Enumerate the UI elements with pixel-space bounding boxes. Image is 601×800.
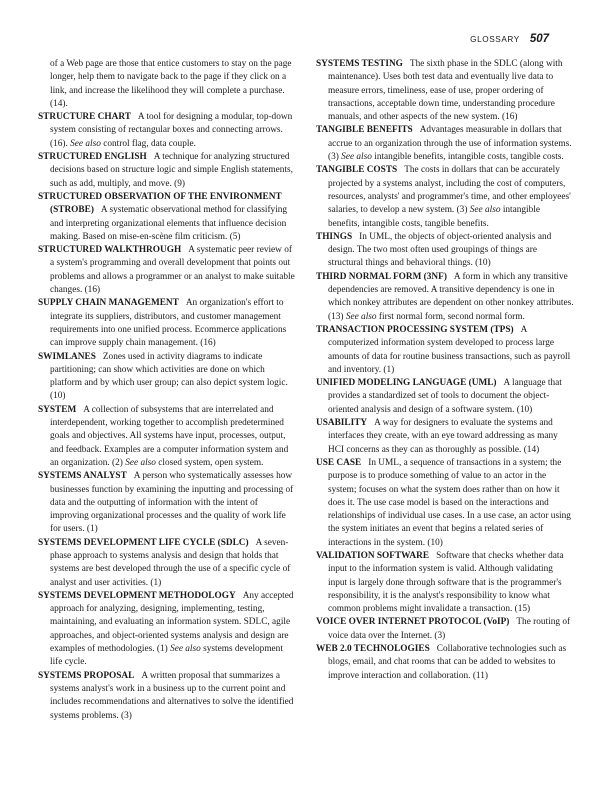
glossary-definition: An organization's effort to integrate its suppliers, distributors, and customer management requirements into one unified process. Ecommerce applications can improve supply chain management. (16) [50,298,287,349]
see-also-refs: control flag, data couple. [103,138,196,149]
glossary-term: TRANSACTION PROCESSING SYSTEM (TPS) [316,324,514,335]
glossary-term: STRUCTURED WALKTHROUGH [38,245,182,256]
glossary-term: SUPPLY CHAIN MANAGEMENT [38,298,179,309]
see-also-label: See also [125,457,156,468]
glossary-term: STRUCTURED OBSERVATION OF THE ENVIRONMENT (STROBE) [38,191,282,216]
glossary-entry [38,297,296,350]
glossary-term: SYSTEMS TESTING [316,59,403,69]
glossary-definition: A written proposal that summarizes a systems analyst's work in a business up to the current point and includes recommendations and alternatives to solve the identified systems problems. (3) [50,670,294,721]
glossary-definition: A language that provides a standardized set of tools to document the object-oriented analysis and design of a software system. (10) [328,378,562,415]
left-column [38,58,296,723]
glossary-entry [38,151,296,191]
glossary-definition: A way for designers to evaluate the systems and interfaces they create, with an eye toward addressing as many HCI concerns as they can as thoroughly as possible. (14) [328,418,558,455]
glossary-term: STRUCTURE CHART [38,112,131,123]
glossary-term: SYSTEMS PROPOSAL [38,670,135,681]
glossary-entry [316,550,574,616]
glossary-definition: A systematic peer review of a system's programming and overall development that points out problems and allows a programmer or an analyst to make suitable changes. (16) [50,245,295,296]
glossary-term: WEB 2.0 TECHNOLOGIES [316,644,430,655]
glossary-term: USE CASE [316,457,362,468]
glossary-term: UNIFIED MODELING LANGUAGE (UML) [316,378,497,389]
glossary-entry [38,244,296,297]
glossary-definition: A seven-phase approach to systems analysis and design that holds that systems are best developed through the use of a specific cycle of analyst and user activities. (1) [50,537,291,588]
glossary-entry [316,457,574,550]
glossary-term: VOICE OVER INTERNET PROTOCOL (VoIP) [316,617,510,628]
glossary-definition: In UML, the objects of object-oriented analysis and design. The two most often used groupings of things are structural things and behavioral things. (10) [328,231,552,269]
continuation-body: of a Web page are those that entice customers to stay on the page longer, help them to navigate back to the page if they click on a link, and increase the likelihood they will complete a purchase. (14). [50,59,292,109]
glossary-entry [38,670,296,723]
glossary-definition: A collection of subsystems that are interrelated and interdependent, working together to accomplish predetermined goals and objectives. All systems have input, processes, output, and feedback. Examples are a computer information system and an organization. (2) [50,404,289,468]
glossary-term: SYSTEMS DEVELOPMENT LIFE CYCLE (SDLC) [38,537,249,548]
glossary-entry [38,404,296,470]
glossary-definition: A computerized information system developed to process large amounts of data for routine business transactions, such as payroll and inventory. (1) [328,324,571,375]
glossary-term: SYSTEMS DEVELOPMENT METHODOLOGY [38,590,236,601]
glossary-definition: The sixth phase in the SDLC (along with maintenance). Uses both test data and eventually live data to measure errors, timeliness, ease of use, proper ordering of transactions, acceptable down time, understanding procedure manuals, and other aspects of the new system. (16) [328,59,563,123]
see-also-refs: intangible benefits, intangible costs, tangible costs. [374,152,564,163]
see-also-label: See also [341,152,372,163]
right-column [316,58,574,683]
glossary-entry [316,324,574,377]
glossary-term: SYSTEM [38,404,77,415]
glossary-definition: Advantages measurable in dollars that accrue to an organization through the use of information systems. (3) [328,125,572,163]
glossary-term: THIRD NORMAL FORM (3NF) [316,271,447,282]
glossary-entry [316,271,574,324]
see-also-label: See also [345,311,377,322]
running-header [470,33,549,45]
glossary-entry [316,616,574,643]
glossary-definition: A technique for analyzing structured decisions based on structure logic and simple English statements, such as add, multiply, and move. (9) [50,152,293,189]
glossary-entry [38,111,296,151]
see-also-refs: first normal form, second normal form. [378,311,525,322]
section-name: GLOSSARY [470,35,520,44]
glossary-definition: A form in which any transitive dependencies are removed. A transitive dependency is one in which nonkey attributes are dependent on other nonkey attributes. (13) [328,271,574,322]
glossary-entry [38,191,296,244]
glossary-entry [316,377,574,417]
glossary-entry [316,643,574,683]
see-also-refs: systems development life cycle. [50,644,283,668]
left-entry-list [38,111,296,723]
glossary-entry [38,351,296,404]
glossary-definition: The costs in dollars that can be accurately projected by a systems analyst, including the cost of computers, resources, analysts' and programmer's time, and other employees' salaries, to develop a new system. (3) [328,165,571,216]
glossary-term: SWIMLANES [38,351,96,362]
glossary-term: USABILITY [316,418,368,429]
see-also-refs: closed system, open system. [158,457,264,468]
glossary-term: VALIDATION SOFTWARE [316,550,430,561]
glossary-term: TANGIBLE COSTS [316,165,398,176]
glossary-entry [316,164,574,230]
glossary-term: SYSTEMS ANALYST [38,471,127,482]
glossary-entry [316,231,574,271]
page-number: 507 [529,33,549,45]
see-also-label: See also [170,644,201,655]
right-entry-list [316,58,574,683]
glossary-term: TANGIBLE BENEFITS [316,125,413,136]
glossary-term: THINGS [316,231,353,242]
glossary-entry [38,537,296,590]
glossary-term: STRUCTURED ENGLISH [38,152,147,163]
glossary-definition: Zones used in activity diagrams to indicate partitioning; can show which activities are done on which platform and by which user group; can also depict system logic. (10) [50,351,288,402]
see-also-refs: intangible benefits, intangible costs, tangible benefits. [328,205,540,229]
glossary-definition: Software that checks whether data input to the information system is valid. Although validating input is largely done through software that is the programmer's responsibility, it is the analyst's responsibility to know what common problems might invalidate a transaction. (15) [328,550,564,615]
see-also-label: See also [70,138,101,149]
glossary-entry [316,417,574,457]
see-also-label: See also [469,205,501,216]
glossary-definition: In UML, a sequence of transactions in a system; the purpose is to produce something of value to an actor in the system; focuses on what the system does rather than on how it does it. The use case model is based on the interactions and relationships of individual use cases. In a use case, an actor using the system initiates an event that begins a related series of interactions in the system. (10) [328,457,571,548]
glossary-entry [316,124,574,164]
glossary-definition: A systematic observational method for classifying and interpreting organizational elements that influence decision making. Based on mise-en-scène film criticism. (5) [50,205,288,242]
glossary-definition: The routing of voice data over the Internet. (3) [328,617,571,641]
glossary-entry [316,58,574,124]
glossary-definition: Any accepted approach for analyzing, designing, implementing, testing, maintaining, and evaluating an information system. SDLC, agile approaches, and object-oriented systems analysis and design are examples of methodologies. (1) [50,590,294,655]
continuation-text [38,58,296,111]
glossary-entry [38,470,296,536]
glossary-definition: A tool for designing a modular, top-down system consisting of rectangular boxes and connecting arrows. (16). [50,112,293,149]
glossary-definition: Collaborative technologies such as blogs, email, and chat rooms that can be added to websites to improve interaction and collaboration. (11) [328,644,567,681]
glossary-definition: A person who systematically assesses how businesses function by examining the inputting and processing of data and the outputting of information with the intent of improving organizational processes and the quality of work life for users. (1) [50,471,294,535]
glossary-entry [38,590,296,670]
